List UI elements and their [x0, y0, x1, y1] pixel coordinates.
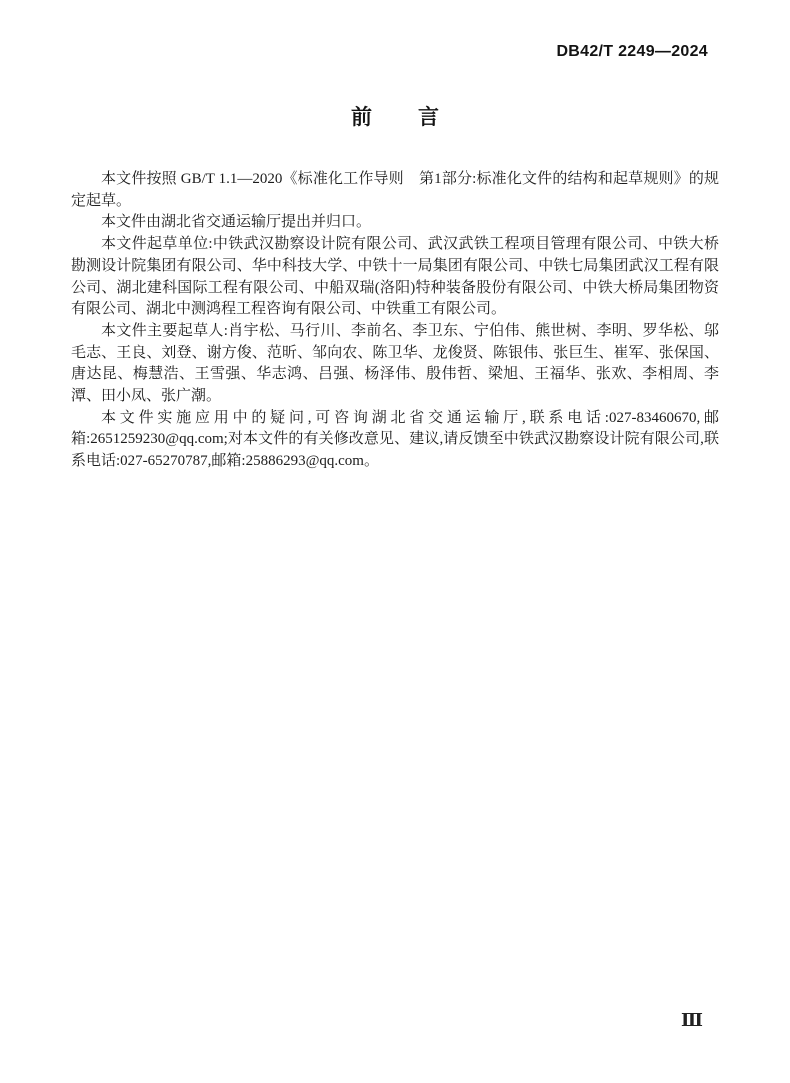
- paragraph-contact-info: 本文件实施应用中的疑问,可咨询湖北省交通运输厅,联系电话:027-83460670,邮箱:2651259230@qq.com;对本文件的有关修改意见、建议,请反馈至中铁武汉勘察设计院有限公司,联系电话:027-65270787,邮箱:25886293@qq.com。: [71, 409, 719, 470]
- paragraph-main-drafters: 本文件主要起草人:肖宇松、马行川、李前名、李卫东、宁伯伟、熊世树、李明、罗华松、邬毛志、王良、刘登、谢方俊、范昕、邹向农、陈卫华、龙俊贤、陈银伟、张巨生、崔军、张保国、唐达昆、梅慧浩、王雪强、华志鸿、吕强、杨泽伟、殷伟哲、梁旭、王福华、张欢、李相周、李潭、田小凤、张广潮。: [71, 322, 719, 405]
- paragraph-drafting-organizations: 本文件起草单位:中铁武汉勘察设计院有限公司、武汉武铁工程项目管理有限公司、中铁大桥勘测设计院集团有限公司、华中科技大学、中铁十一局集团有限公司、中铁七局集团武汉工程有限公司、湖北建科国际工程有限公司、中船双瑞(洛阳)特种装备股份有限公司、中铁大桥局集团物资有限公司、湖北中测鸿程工程咨询有限公司、中铁重工有限公司。: [71, 236, 719, 318]
- foreword-body: [71, 169, 719, 473]
- paragraph-basis: 本文件按照 GB/T 1.1—2020《标准化工作导则 第1部分:标准化文件的结构和起草规则》的规定起草。: [71, 171, 719, 209]
- page-number: Ⅲ: [681, 1010, 703, 1030]
- document-code: DB42/T 2249—2024: [556, 43, 708, 60]
- page-title: [0, 106, 790, 130]
- title-char-2: 言: [418, 106, 439, 129]
- paragraph-proposer: 本文件由湖北省交通运输厅提出并归口。: [101, 214, 372, 231]
- title-char-1: 前: [351, 106, 372, 129]
